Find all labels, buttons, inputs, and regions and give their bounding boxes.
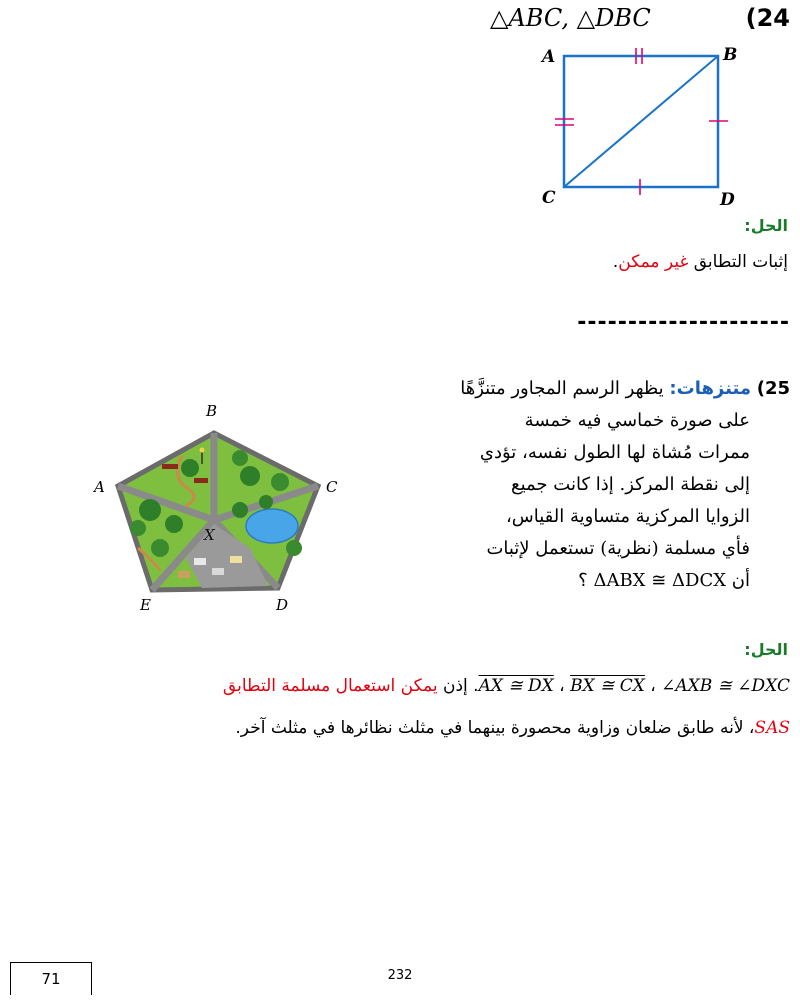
tree-icon [181,459,199,477]
page-number: 232 [387,968,413,983]
solution-25-line-1 [0,676,790,696]
solution-25-conclusion: يمكن استعمال مسلمة التطابق [222,676,438,696]
label-c: C [326,478,338,496]
label-d: D [276,596,289,614]
label-a: A [94,478,105,496]
tree-icon [286,540,302,556]
pond [246,509,298,543]
tree-icon [240,466,260,486]
parked-car-2 [212,568,224,575]
solution-25-line-2 [0,718,790,738]
problem-25-line-5: الزوايا المركزية متساوية القياس، [505,506,750,527]
label-e: E [140,596,151,614]
tree-icon [151,539,169,557]
diagonal-cb [564,56,718,187]
label-b: B [723,45,738,65]
label-x: X [204,526,215,544]
tree-icon [271,473,289,491]
parked-car-3 [230,556,242,563]
solution-25-then: . إذن [442,676,479,696]
dashed-separator: --------------------- [577,310,790,335]
tree-icon [130,520,146,536]
tree-icon [165,515,183,533]
bench-icon [162,464,178,469]
problem-24-number: (24 [745,4,790,32]
problem-25-line-1: يظهر الرسم المجاور متنزَّهًا [460,378,664,399]
label-b: B [206,402,218,420]
label-a: A [542,47,556,67]
figure-24-rectangle [530,40,750,212]
problem-24-triangles: △ABC, △DBC [490,4,651,32]
lamp-light [200,448,205,453]
congruent-angles: ∠AXB ≅ ∠DXC [661,676,790,696]
label-d: D [720,190,735,210]
solution-24-text [28,252,788,272]
separator-comma: ، [650,676,656,696]
parked-car-1 [194,558,206,565]
tree-icon [232,450,248,466]
problem-25-title: متنزهات: [669,378,751,399]
problem-25-line-3: ممرات مُشاة لها الطول نفسه، تؤدي [479,442,750,463]
congruent-segments-ax-dx: AX ≅ DX [478,676,554,696]
solution-24-label: الحل: [744,216,788,235]
solution-24-text-start: إثبات التطابق [688,252,788,272]
problem-25-heading [320,378,790,399]
solution-24-not-possible: غير ممكن [618,252,689,272]
page-box-number: 71 [10,962,92,995]
problem-25-line-6: فأي مسلمة (نظرية) تستعمل لإثبات [486,538,750,559]
parked-car-4 [178,571,190,578]
problem-25-line-4: إلى نقطة المركز. إذا كانت جميع [511,474,750,495]
solution-24-text-end: . [612,252,619,272]
congruent-segments-bx-cx: BX ≅ CX [570,676,645,696]
solution-25-reason: ، لأنه طابق ضلعان وزاوية محصورة بينهما في مثلث نظائرها في مثلث آخر. [235,718,755,738]
separator-comma: ، [559,676,565,696]
problem-25-line-2: على صورة خماسي فيه خمسة [524,410,750,431]
problem-25-number: 25) [756,378,790,399]
tree-icon [259,495,273,509]
problem-25-line-7: أن ΔABX ≅ ΔDCX ؟ [578,570,750,591]
figure-25-pentagon-park [90,398,350,620]
solution-25-label: الحل: [744,640,788,659]
tree-icon [232,502,248,518]
tree-icon [139,499,161,521]
label-c: C [542,188,556,208]
sas-postulate: SAS [754,718,790,738]
bench-icon [194,478,208,483]
